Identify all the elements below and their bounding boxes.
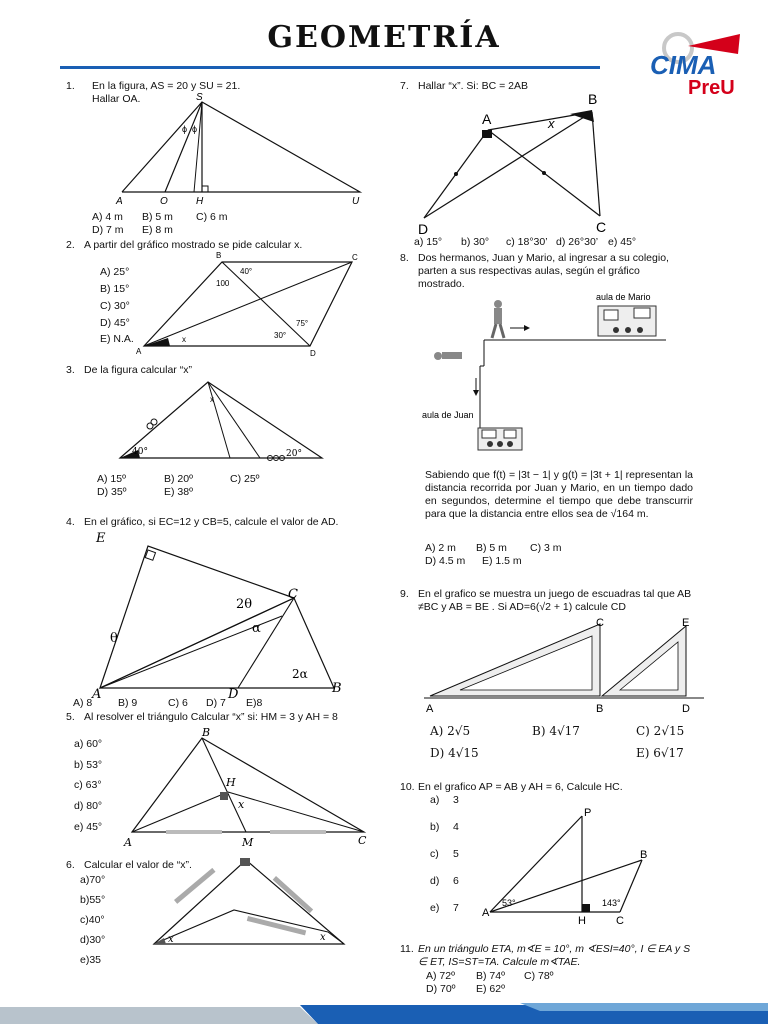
q4-label-2theta: 2θ (236, 597, 253, 612)
q7-number: 7. (400, 80, 409, 92)
q2-option-c: C) 30° (100, 300, 130, 312)
q8-label-aula-juan: aula de Juan (422, 410, 474, 420)
q1-option-a: A) 4 m (92, 211, 123, 223)
q8-option-b: B) 5 m (476, 542, 507, 554)
q7-option-e: e) 45° (608, 236, 637, 248)
q3-angle-40: 40° (132, 447, 148, 457)
q11-text: En un triángulo ETA, m∢E = 10°, m ∢ESI=40°, I ∈ EA y S ∈ ET, IS=ST=TA. Calcule m∢TAE. (418, 943, 691, 968)
q3-option-b: B) 20º (164, 473, 193, 485)
q8-option-d: D) 4.5 m (425, 555, 466, 567)
q4-label-theta: θ (110, 631, 118, 646)
q4-label-c: C (288, 587, 298, 602)
q5-option-b: b) 53° (74, 759, 103, 771)
q1-label-phi1: ϕ (182, 124, 188, 134)
title-underline (60, 66, 600, 69)
q8-text: Dos hermanos, Juan y Mario, al ingresar a su colegio, parten a sus respectivas aulas, según el gráfico mostrado. (418, 252, 669, 290)
q9-label-d: D (682, 703, 690, 714)
q3-option-e: E) 38º (164, 486, 193, 498)
q5-label-b: B (202, 726, 211, 739)
q7-option-b: b) 30° (461, 236, 490, 248)
q2-label-x: x (182, 335, 186, 344)
q9-option-b: B) 4√17 (532, 724, 580, 738)
q4-text: En el gráfico, si EC=12 y CB=5, calcule el valor de AD. (84, 516, 339, 528)
q6-number: 6. (66, 859, 75, 871)
q9-option-c: C) 2√15 (636, 724, 685, 738)
q5-label-x: x (238, 798, 245, 811)
q10-option-c-value: 5 (453, 848, 459, 860)
q2-label-a: A (136, 347, 142, 356)
q7-label-b: B (588, 91, 598, 107)
q5-option-a: a) 60° (74, 738, 103, 750)
q1-label-s: S (196, 92, 203, 103)
q3-option-d: D) 35º (97, 486, 127, 498)
q2-option-e: E) N.A. (100, 333, 134, 345)
q3-number: 3. (66, 364, 75, 376)
q1-label-u: U (352, 196, 360, 207)
q10-option-d: d) (430, 875, 440, 887)
q9-number: 9. (400, 588, 409, 600)
q9-text: En el grafico se muestra un juego de escuadras tal que AB ≠BC y AB = BE . Si AD=6(√2 + 1) calcule CD (418, 588, 692, 613)
q10-option-e-value: 7 (453, 902, 459, 914)
q6-option-c: c)40° (80, 914, 105, 926)
q11-option-e: E) 62º (476, 983, 505, 995)
q9-label-e: E (682, 617, 690, 629)
logo-top-text: CIMA (650, 50, 717, 80)
q10-label-c: C (616, 915, 624, 927)
q2-label-c: C (352, 253, 358, 262)
logo-bottom-text: PreU (688, 77, 735, 99)
q5-number: 5. (66, 711, 75, 723)
q3-label-x: x (210, 395, 214, 404)
q4-figure (88, 528, 358, 698)
q6-option-e: e)35 (80, 954, 102, 966)
q10-number: 10. (400, 781, 415, 793)
q4-label-e: E (96, 531, 106, 546)
q4-option-d: D) 7 (206, 697, 226, 709)
q10-label-b: B (640, 849, 648, 861)
q1-option-b: B) 5 m (142, 211, 173, 223)
q10-label-h: H (578, 915, 586, 927)
q8-option-c: C) 3 m (530, 542, 562, 554)
q5-label-h: H (226, 776, 236, 789)
q2-angle-40: 40° (240, 267, 253, 276)
q5-text: Al resolver el triángulo Calcular “x” si: HM = 3 y AH = 8 (84, 711, 338, 723)
q9-option-d: D) 4√15 (430, 746, 479, 760)
q6-option-b: b)55° (80, 894, 106, 906)
q11-option-d: D) 70º (426, 983, 456, 995)
q8-label-aula-mario: aula de Mario (596, 292, 651, 302)
q3-figure (110, 376, 330, 466)
q7-label-a: A (482, 111, 492, 127)
q2-option-d: D) 45° (100, 317, 130, 329)
q1-text2: Hallar OA. (92, 93, 141, 105)
q8-option-a: A) 2 m (425, 542, 456, 554)
q7-label-c: C (596, 219, 607, 235)
q2-text: A partir del gráfico mostrado se pide calcular x. (84, 239, 303, 251)
q4-label-a: A (92, 687, 102, 698)
q3-angle-20: 20° (286, 449, 302, 459)
q4-option-b: B) 9 (118, 697, 138, 709)
q4-label-2alpha: 2α (292, 667, 308, 681)
q2-figure (130, 250, 370, 360)
q10-figure (478, 804, 668, 928)
q1-figure (110, 90, 370, 210)
q1-number: 1. (66, 80, 75, 92)
q9-label-a: A (426, 703, 434, 714)
q5-option-e: e) 45° (74, 821, 103, 833)
q5-label-m: M (242, 836, 254, 849)
q11-option-b: B) 74º (476, 970, 505, 982)
q4-label-d: D (228, 687, 239, 698)
q4-option-a: A) 8 (73, 697, 93, 709)
q7-option-a: a) 15° (414, 236, 443, 248)
q2-label-b: B (216, 251, 222, 260)
q10-angle-53: 53° (502, 898, 516, 908)
cima-logo (648, 30, 748, 100)
q10-option-d-value: 6 (453, 875, 459, 887)
q8-figure (420, 290, 680, 460)
q10-option-e: e) (430, 902, 440, 914)
q4-label-alpha: α (252, 621, 261, 636)
q7-text: Hallar “x”. Si: BC = 2AB (418, 80, 528, 92)
q3-option-a: A) 15º (97, 473, 126, 485)
q2-angle-75: 75° (296, 319, 309, 328)
q10-option-c: c) (430, 848, 439, 860)
q3-option-c: C) 25º (230, 473, 260, 485)
q10-option-a-value: 3 (453, 794, 459, 806)
q5-label-c: C (358, 834, 367, 847)
q9-option-e: E) 6√17 (636, 746, 684, 760)
q7-option-d: d) 26°30’ (556, 236, 599, 248)
q1-option-d: D) 7 m (92, 224, 124, 236)
q2-option-a: A) 25° (100, 266, 130, 278)
q9-label-c: C (596, 617, 604, 629)
q10-option-a: a) (430, 794, 440, 806)
q11-number: 11. (400, 943, 414, 955)
q2-angle-100: 100 (216, 279, 230, 288)
q4-option-c: C) 6 (168, 697, 188, 709)
q2-label-d: D (310, 349, 316, 358)
footer-stripes (0, 1003, 768, 1024)
q4-label-b: B (332, 681, 342, 696)
q1-label-o: O (160, 196, 168, 207)
q6-label-x-left: x (168, 934, 174, 945)
q5-option-d: d) 80° (74, 800, 103, 812)
q6-label-x-right: x (320, 932, 326, 943)
q1-label-phi2: ϕ (192, 124, 198, 134)
q11-option-c: C) 78º (524, 970, 554, 982)
q7-label-d: D (418, 221, 429, 236)
q10-option-b: b) (430, 821, 440, 833)
q7-option-c: c) 18°30’ (506, 236, 548, 248)
q5-option-c: c) 63° (74, 779, 102, 791)
q4-number: 4. (66, 516, 75, 528)
q10-label-a: A (482, 907, 490, 919)
q6-text: Calcular el valor de “x”. (84, 859, 192, 871)
q10-angle-143: 143° (602, 898, 621, 908)
q5-figure (120, 726, 380, 850)
q3-text: De la figura calcular “x” (84, 364, 192, 376)
q2-number: 2. (66, 239, 75, 251)
page-title: GEOMETRÍA (267, 20, 501, 55)
q8-option-e: E) 1.5 m (482, 555, 522, 567)
q7-label-x: x (548, 116, 555, 131)
q5-label-a: A (124, 836, 132, 849)
q8-text2: Sabiendo que f(t) = |3t − 1| y g(t) = |3t + 1| representan la distancia recorrida por Juan y Mario, en un tiempo dado en segundos, determine el tiempo que debe transcurrir para que la distancia entre ellos sea de √164 m. (425, 469, 693, 520)
q9-label-b: B (596, 703, 604, 714)
q6-figure (144, 852, 354, 952)
q10-label-p: P (584, 807, 592, 819)
q10-text: En el grafico AP = AB y AH = 6, Calcule HC. (418, 781, 623, 793)
q1-label-h: H (196, 196, 204, 207)
q1-text: En la figura, AS = 20 y SU = 21. (92, 80, 241, 92)
q9-option-a: A) 2√5 (430, 724, 471, 738)
q10-option-b-value: 4 (453, 821, 459, 833)
q1-label-a: A (116, 196, 123, 207)
q6-option-a: a)70° (80, 874, 106, 886)
q9-figure (420, 614, 710, 714)
q6-option-d: d)30° (80, 934, 106, 946)
q8-number: 8. (400, 252, 409, 264)
q2-angle-30: 30° (274, 331, 287, 340)
q7-figure (410, 86, 630, 236)
q1-option-c: C) 6 m (196, 211, 228, 223)
q2-option-b: B) 15° (100, 283, 130, 295)
q11-option-a: A) 72º (426, 970, 455, 982)
q4-option-e: E)8 (246, 697, 263, 709)
q1-option-e: E) 8 m (142, 224, 173, 236)
